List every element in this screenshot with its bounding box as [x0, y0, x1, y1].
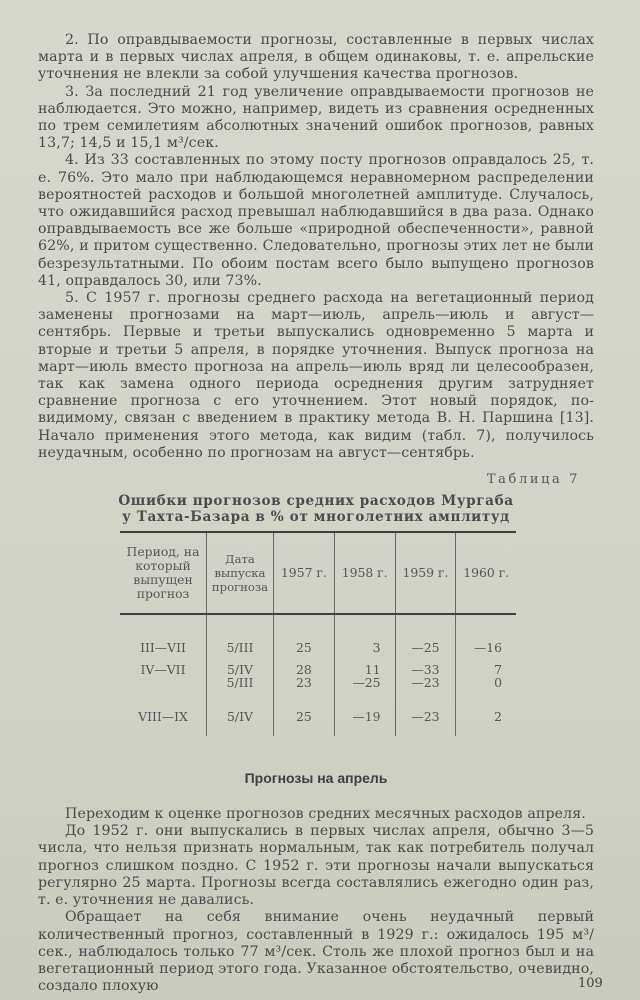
table-spacer: [120, 614, 516, 635]
table-header-row: [120, 532, 516, 614]
book-page: [38, 32, 594, 995]
cell-period: [120, 676, 207, 710]
cell-1960: 7: [456, 663, 516, 676]
cell-1957: 28: [274, 663, 335, 676]
header-1957: 1957 г.: [274, 532, 335, 614]
forecast-errors-table: [120, 531, 516, 736]
paragraph-april-1: Переходим к оценке прогнозов средних месячных расходов апреля.: [65, 806, 586, 823]
header-date: Дата выпуска прогноза: [207, 532, 274, 614]
cell-date: 5/IV: [207, 663, 274, 676]
table-row: [120, 676, 516, 710]
cell-period: IV—VII: [140, 662, 186, 678]
cell-1957: 25: [274, 635, 335, 663]
cell-date: 5/IV: [207, 710, 274, 736]
table-title-line-1: Ошибки прогнозов средних расходов Мургаба: [118, 493, 514, 510]
paragraph-april-3: Обращает на себя внимание очень неудачный первый количественный прогноз, составленный в 1929 г.: ожидалось 195 м³/сек., наблюдалось только 77 м³/сек. Столь же плохой прогноз был и на вегетационный период этого года. Указанное обстоятельство, очевидно, создало плохую: [38, 909, 594, 995]
cell-date: 5/III: [207, 676, 274, 710]
table-row: [120, 635, 516, 663]
cell-1960: 0: [456, 676, 516, 710]
paragraph-item-2: 2. По оправдываемости прогнозы, составленные в первых числах марта и в первых числах апреля, в общем одинаковы, т. е. апрельские уточнения не влекли за собой улучшения качества прогнозов.: [38, 32, 594, 83]
cell-date: 5/III: [207, 635, 274, 663]
cell-1957: 23: [274, 676, 335, 710]
paragraph-item-3: 3. За последний 21 год увеличение оправдываемости прогнозов не наблюдается. Это можно, например, видеть из сравнения осредненных по трем семилетиям абсолютных значений ошибок прогнозов, равных 13,7; 14,5 и 15,1 м³/сек.: [38, 83, 594, 152]
cell-1959: —23: [395, 710, 456, 736]
header-1959: 1959 г.: [395, 532, 456, 614]
cell-1958: 3: [334, 635, 395, 663]
section-heading: Прогнозы на апрель: [244, 770, 388, 787]
paragraph-item-4: 4. Из 33 составленных по этому посту прогнозов оправдалось 25, т. е. 76%. Это мало при наблюдающемся неравномерном распределении вероятностей расходов и большой многолетней амплитуде. Случалось, что ожидавшийся расход превышал наблюдавшийся в два раза. Однако оправдываемость все же больше «природной обеспеченности», равной 62%, и притом существенно. Следовательно, прогнозы этих лет не были безрезультатными. По обоим постам всего было выпущено прогнозов 41, оправдалось 30, или 73%.: [38, 152, 594, 289]
header-1958: 1958 г.: [334, 532, 395, 614]
cell-1957: 25: [274, 710, 335, 736]
header-period: Период, на который выпущен прогноз: [120, 532, 207, 614]
header-1960: 1960 г.: [456, 532, 516, 614]
cell-1959: —33: [395, 663, 456, 676]
cell-1959: —23: [395, 676, 456, 710]
cell-1960: —16: [456, 635, 516, 663]
cell-1958: —19: [334, 710, 395, 736]
cell-period: VIII—IX: [138, 709, 188, 725]
table-title-line-2: у Тахта-Базара в % от многолетних амплитуд: [122, 509, 510, 526]
cell-1960: 2: [456, 710, 516, 736]
table-title: [38, 493, 594, 525]
table-row: [120, 663, 516, 676]
cell-1958: 11: [334, 663, 395, 676]
table-row: [120, 710, 516, 736]
page-number: 109: [578, 976, 603, 991]
paragraph-item-5: 5. С 1957 г. прогнозы среднего расхода на вегетационный период заменены прогнозами на март—июль, апрель—июль и август—сентябрь. Первые и третьи выпускались одновременно 5 марта и вторые и третьи 5 апреля, в порядке уточнения. Выпуск прогноза на март—июль вместо прогноза на апрель—июль вряд ли целесообразен, так как замена одного периода осреднения другим затрудняет сравнение прогноза с его уточнением. Этот новый порядок, по-видимому, связан с введением в практику метода В. Н. Паршина [13]. Начало применения этого метода, как видим (табл. 7), получилось неудачным, особенно по прогнозам на август—сентябрь.: [38, 290, 594, 461]
cell-period: III—VII: [140, 640, 186, 656]
paragraph-april-2: До 1952 г. они выпускались в первых числах апреля, обычно 3—5 числа, что нельзя признать нормальным, так как потребитель получал прогноз слишком поздно. С 1952 г. эти прогнозы начали выпускаться регулярно 25 марта. Прогнозы всегда составлялись ежегодно один раз, т. е. уточнения не давались.: [38, 823, 594, 909]
cell-1959: —25: [395, 635, 456, 663]
cell-1958: —25: [334, 676, 395, 710]
table-caption: Таблица 7: [486, 472, 580, 488]
